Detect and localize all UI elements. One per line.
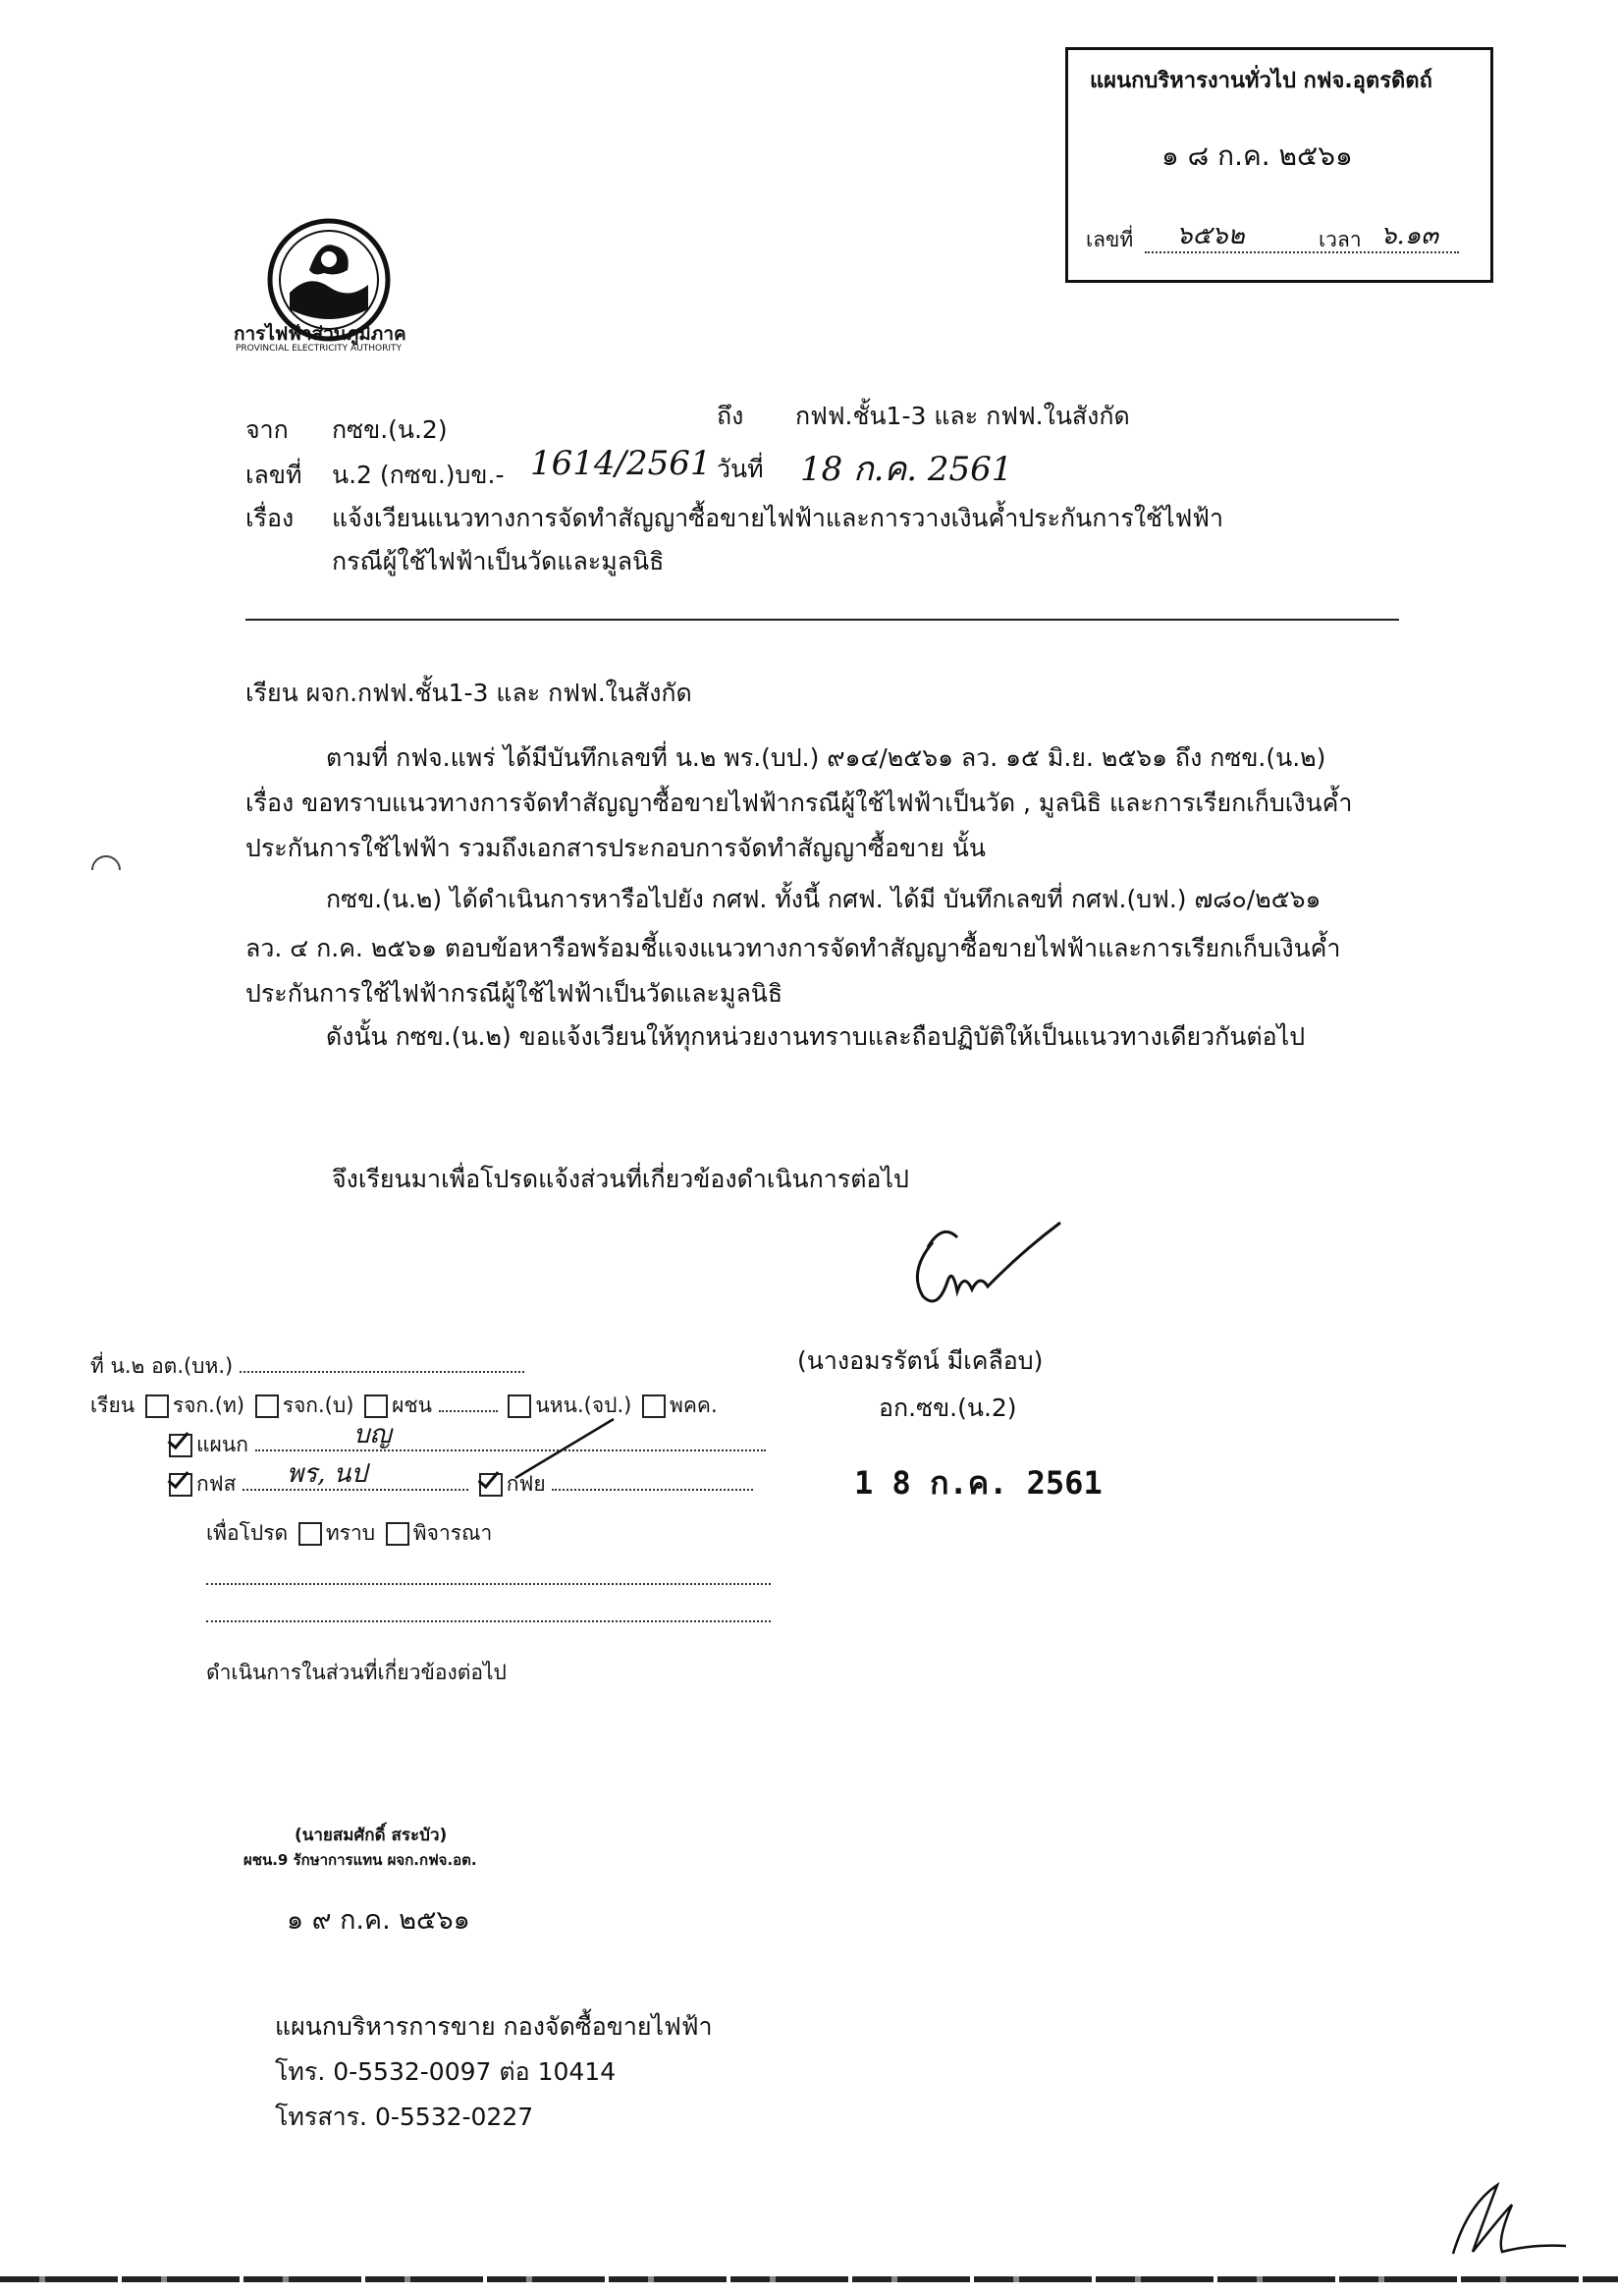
department-handwritten: บญ	[353, 1420, 392, 1449]
routing-addressees	[90, 1393, 718, 1419]
closing-line: จึงเรียนมาเพื่อโปรดแจ้งส่วนที่เกี่ยวข้องดำเนินการต่อไป	[332, 1165, 909, 1193]
routing-to-label: เรียน	[90, 1394, 135, 1417]
option-phchn: ผชน	[392, 1394, 433, 1417]
routing-ref-text: ที่ น.๒ อต.(บห.)	[90, 1354, 234, 1378]
signature-mark	[903, 1213, 1070, 1321]
checkbox-pkk[interactable]	[642, 1394, 666, 1418]
date-label: วันที่	[717, 455, 764, 483]
number-value: น.2 (กซข.)บข.-	[332, 461, 505, 489]
subject-label: เรื่อง	[245, 504, 295, 532]
paragraph-2-line-1: กซข.(น.๒) ได้ดำเนินการหารือไปยัง กศฟ. ทั้งนี้ กศฟ. ได้มี บันทึกเลขที่ กศฟ.(บฟ.) ๗๘๐/๒๕๖๑	[326, 885, 1321, 913]
for-option-acknowledge: ทราบ	[325, 1521, 376, 1545]
paragraph-2-line-2: ลว. ๔ ก.ค. ๒๕๖๑ ตอบข้อหารือพร้อมชี้แจงแนวทางการจัดทำสัญญาซื้อขายไฟฟ้าและการเรียกเก็บเงินค้ำ	[245, 934, 1341, 962]
number-handwritten: 1614/2561	[530, 444, 712, 483]
salutation: เรียน ผจก.กฟฟ.ชั้น1-3 และ กฟฟ.ในสังกัด	[245, 679, 692, 707]
paragraph-1-line-3: ประกันการใช้ไฟฟ้า รวมถึงเอกสารประกอบการจัดทำสัญญาซื้อขาย นั้น	[245, 834, 986, 862]
option-pkk: พคค.	[670, 1394, 718, 1417]
footer-phone: โทร. 0-5532-0097 ต่อ 10414	[275, 2057, 617, 2086]
second-signatory-name: (นายสมศักดิ์ สระบัว)	[295, 1826, 448, 1845]
kfy-label: กฟย	[506, 1472, 546, 1496]
checkbox-acknowledge[interactable]	[298, 1522, 322, 1546]
logo-name-en: PROVINCIAL ELECTRICITY AUTHORITY	[236, 344, 402, 354]
paragraph-1-line-1: ตามที่ กฟจ.แพร่ ได้มีบันทึกเลขที่ น.๒ พร.(บป.) ๙๑๔/๒๕๖๑ ลว. ๑๕ มิ.ย. ๒๕๖๑ ถึง กซข.(น.๒)	[326, 743, 1326, 772]
option-nhn: นหน.(จป.)	[535, 1394, 632, 1417]
option-phchn-line	[439, 1410, 498, 1412]
for-option-consider: พิจารณา	[412, 1521, 493, 1545]
checkbox-kfs[interactable]	[169, 1473, 192, 1497]
routing-blank-line-2	[206, 1620, 771, 1622]
routing-ref-line	[240, 1371, 524, 1373]
kfs-label: กฟส	[196, 1472, 237, 1496]
checkbox-rjk-b[interactable]	[255, 1394, 279, 1418]
signatory-position: อก.ซข.(น.2)	[879, 1394, 1017, 1422]
initials-mark	[1443, 2175, 1571, 2264]
from-label: จาก	[245, 415, 289, 444]
signatory-name: (นางอมรรัตน์ มีเคลือบ)	[797, 1346, 1044, 1375]
subject-line-1: แจ้งเวียนแนวทางการจัดทำสัญญาซื้อขายไฟฟ้าและการวางเงินค้ำประกันการใช้ไฟฟ้า	[332, 504, 1224, 532]
from-value: กซข.(น.2)	[332, 415, 448, 444]
stamp-number-label: เลขที่	[1086, 228, 1134, 251]
routing-kfs	[165, 1471, 753, 1498]
kfs-handwritten: พร, นป	[287, 1459, 367, 1489]
scan-edge-bar	[0, 2276, 1618, 2282]
second-signatory-date: ๑ ๙ ก.ค. ๒๕๖๑	[287, 1905, 470, 1936]
paragraph-1-line-2: เรื่อง ขอทราบแนวทางการจัดทำสัญญาซื้อขายไฟฟ้ากรณีผู้ใช้ไฟฟ้าเป็นวัด , มูลนิธิ และการเรียกเก็บเงินค้ำ	[245, 789, 1353, 817]
routing-ref	[90, 1353, 524, 1380]
checkbox-rjk-t[interactable]	[145, 1394, 169, 1418]
routing-purpose	[206, 1520, 492, 1547]
stamp-number-value: ๖๕๖๒	[1176, 221, 1245, 250]
to-label: ถึง	[717, 402, 744, 430]
checkbox-consider[interactable]	[386, 1522, 409, 1546]
date-handwritten: 18 ก.ค. 2561	[800, 450, 1013, 489]
subject-line-2: กรณีผู้ใช้ไฟฟ้าเป็นวัดและมูลนิธิ	[332, 547, 665, 575]
checkbox-kfy[interactable]	[479, 1473, 503, 1497]
department-label: แผนก	[196, 1433, 248, 1456]
to-value: กฟฟ.ชั้น1-3 และ กฟฟ.ในสังกัด	[795, 402, 1130, 430]
number-label: เลขที่	[245, 461, 302, 489]
footer-fax: โทรสาร. 0-5532-0227	[275, 2103, 534, 2131]
signatory-date-stamp: 1 8 ก.ค. 2561	[854, 1464, 1103, 1502]
logo-name-th: การไฟฟ้าส่วนภูมิภาค	[234, 323, 406, 345]
option-rjk-t: รจก.(ท)	[172, 1394, 245, 1417]
routing-action: ดำเนินการในส่วนที่เกี่ยวข้องต่อไป	[206, 1661, 507, 1684]
second-signatory-position: ผชน.9 รักษาการแทน ผจก.กฟจ.อต.	[243, 1851, 477, 1869]
for-label: เพื่อโปรด	[206, 1521, 289, 1545]
checkbox-department[interactable]	[169, 1434, 192, 1457]
punch-hole-mark	[86, 843, 126, 882]
paragraph-2-line-3: ประกันการใช้ไฟฟ้ากรณีผู้ใช้ไฟฟ้าเป็นวัดและมูลนิธิ	[245, 979, 783, 1008]
paragraph-3-line-1: ดังนั้น กซข.(น.๒) ขอแจ้งเวียนให้ทุกหน่วยงานทราบและถือปฏิบัติให้เป็นแนวทางเดียวกันต่อไป	[326, 1022, 1306, 1051]
option-rjk-b: รจก.(บ)	[282, 1394, 354, 1417]
stamp-title: แผนกบริหารงานทั่วไป กฟจ.อุตรดิตถ์	[1090, 69, 1432, 93]
routing-blank-line-1	[206, 1583, 771, 1585]
header-divider	[245, 619, 1399, 621]
stamp-time-value: ๖.๑๓	[1380, 221, 1439, 250]
routing-department	[165, 1432, 766, 1458]
stamp-date: ๑ ๘ ก.ค. ๒๕๖๑	[1161, 139, 1353, 172]
stamp-time-label: เวลา	[1319, 228, 1362, 251]
footer-department: แผนกบริหารการขาย กองจัดซื้อขายไฟฟ้า	[275, 2012, 713, 2041]
receiving-stamp	[1065, 47, 1493, 283]
kfy-line	[552, 1489, 753, 1491]
